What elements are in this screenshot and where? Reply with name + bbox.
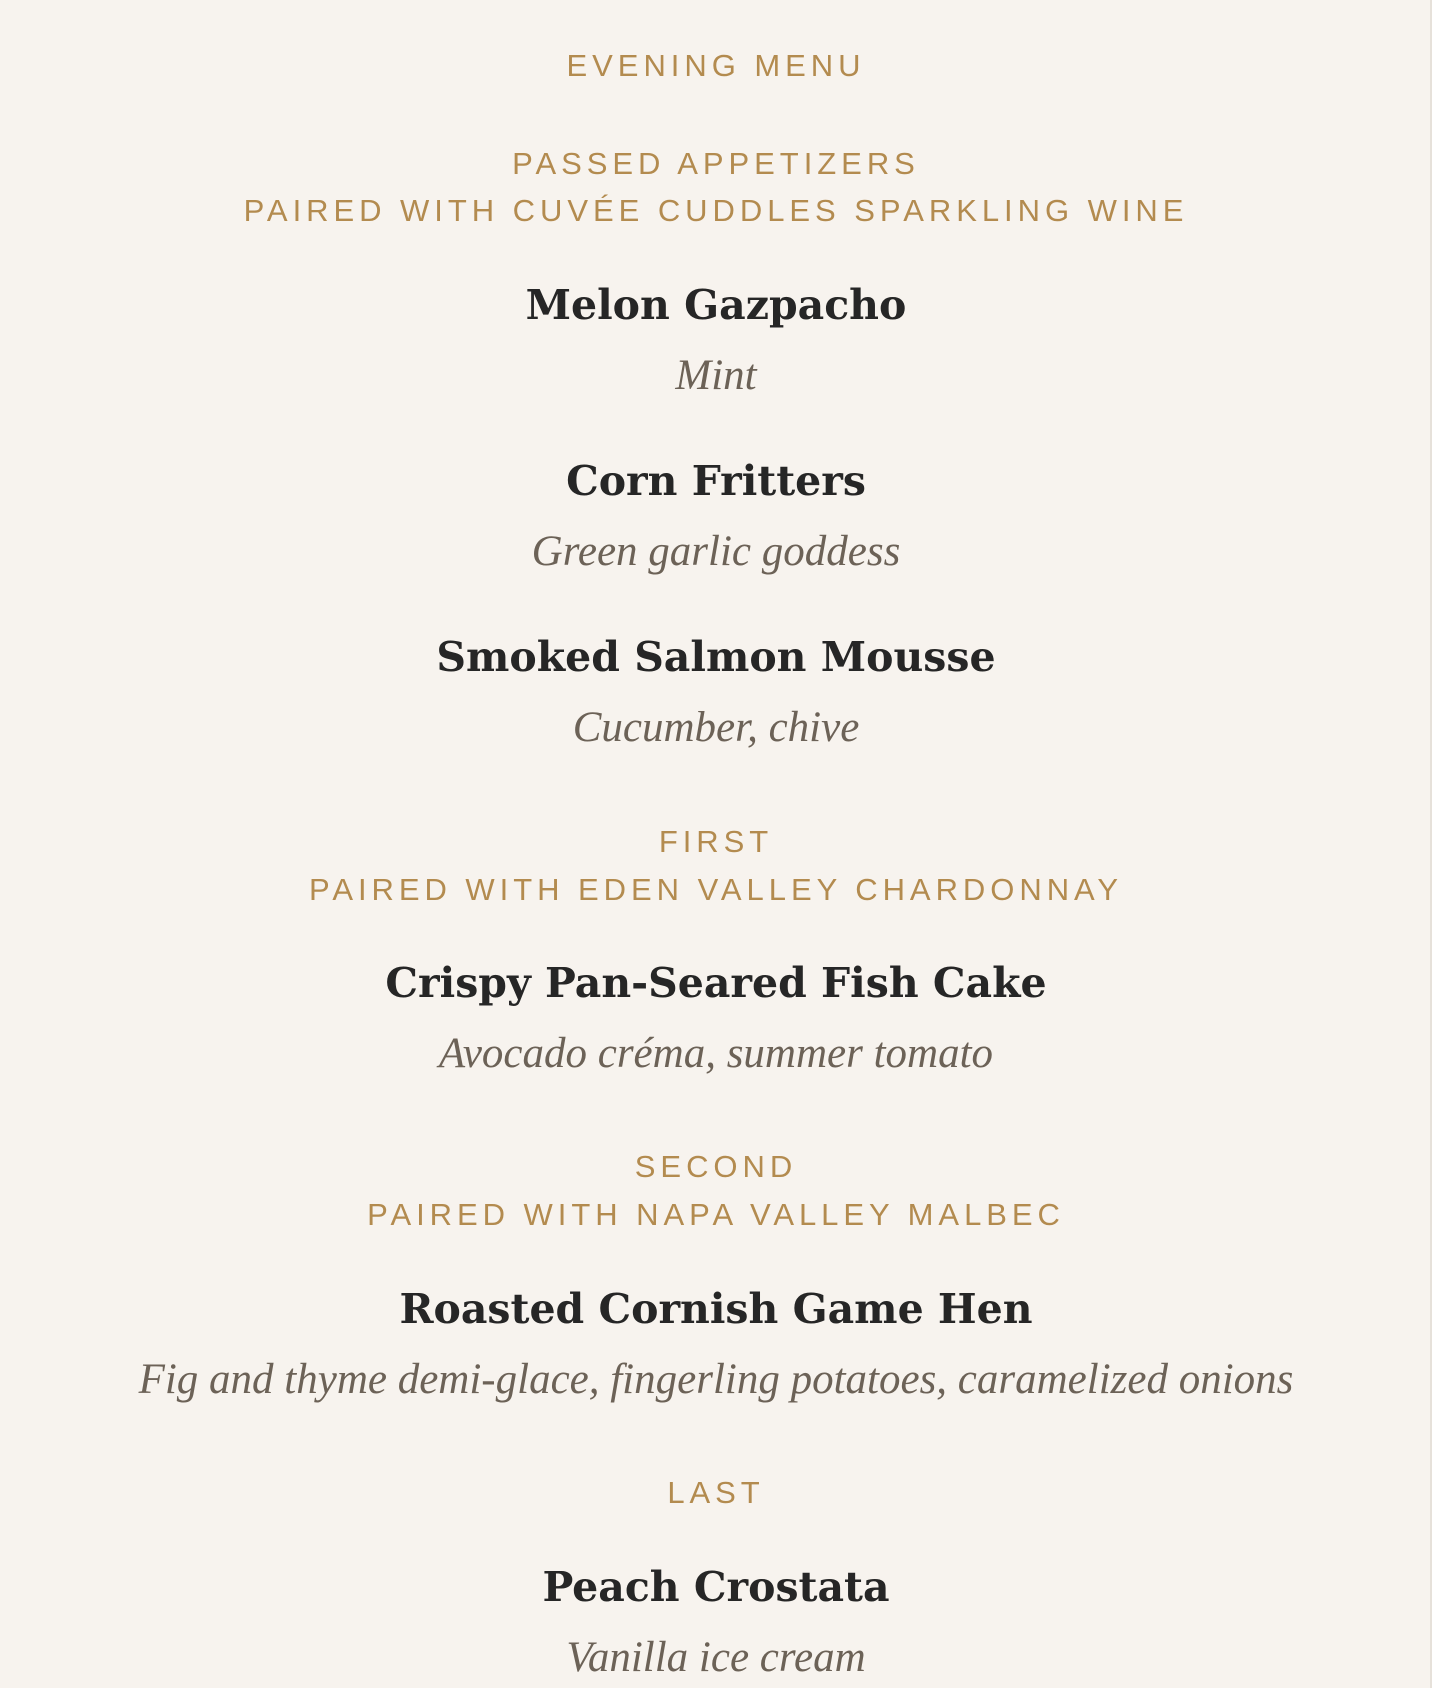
- dish-description: Cucumber, chive: [572, 704, 860, 751]
- dish-name: Roasted Cornish Game Hen: [399, 1285, 1033, 1333]
- dish-name: Melon Gazpacho: [525, 281, 907, 329]
- section-pairing: PAIRED WITH NAPA VALLEY MALBEC: [367, 1197, 1065, 1232]
- section-pairing: PAIRED WITH CUVÉE CUDDLES SPARKLING WINE: [243, 193, 1189, 228]
- dish-description: Vanilla ice cream: [566, 1634, 866, 1681]
- dish-description: Fig and thyme demi-glace, fingerling potatoes, caramelized onions: [138, 1356, 1294, 1403]
- dish-name: Crispy Pan-Seared Fish Cake: [385, 959, 1047, 1007]
- dish-name: Peach Crostata: [542, 1563, 890, 1611]
- section-pairing: PAIRED WITH EDEN VALLEY CHARDONNAY: [308, 872, 1124, 907]
- dish-description: Mint: [675, 352, 757, 399]
- menu-title: EVENING MENU: [566, 48, 866, 83]
- section-heading: LAST: [667, 1475, 765, 1510]
- dish-name: Smoked Salmon Mousse: [436, 633, 996, 681]
- dish-description: Avocado créma, summer tomato: [438, 1030, 994, 1077]
- section-heading: PASSED APPETIZERS: [512, 146, 920, 181]
- dish-description: Green garlic goddess: [531, 528, 901, 575]
- dish-name: Corn Fritters: [566, 457, 866, 505]
- section-heading: SECOND: [634, 1149, 798, 1184]
- section-heading: FIRST: [658, 824, 774, 859]
